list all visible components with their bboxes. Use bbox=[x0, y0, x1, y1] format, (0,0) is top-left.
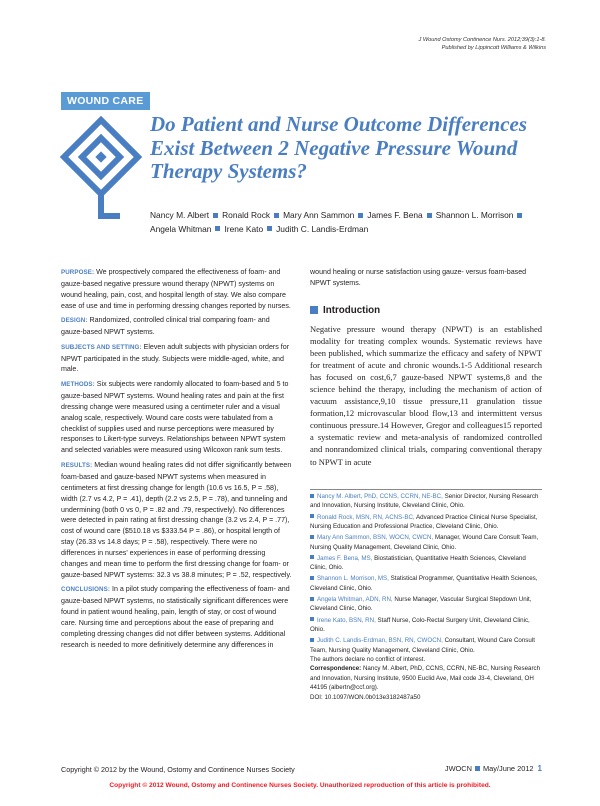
separator-square-icon bbox=[267, 226, 272, 231]
abstract-text: Eleven adult subjects with physician orders for NPWT participated in the study. Subjects were middle-aged, white, and male. bbox=[61, 342, 290, 374]
abstract-text: Median wound healing rates did not differ significantly between foam-based and gauze-based NPWT systems when measured in centimeters at first dressing change for length (10.6 vs 16.5, P = .58), width (2.7 vs 4.2, P = .41), depth (2.2 vs 2.5, P = .78), and tunneling and undermining (both 0 vs 0, P = .82 and .79, respectively). No differences were detected in pain rating at first dressing change (3.2 vs 2.4, P = .77), cost of wound care ($510.18 vs $333.54 P = .86), or hospital length of stay (26.33 vs 14.8 days; P = .58), respectively. There were no differences in nurses' experiences in ease of performing dressing changes and mean time to perform the first dressing change for foam- or gauze-based NPWT systems: 32.3 vs 38.8 minutes; P = .52, respectively. bbox=[61, 460, 292, 579]
abstract-text: We prospectively compared the effectiveness of foam- and gauze-based negative pressure wound therapy (NPWT) systems on wound healing, pain, cost, and hospital length of stay. We also compare ease of use and time in performing dressing changes reported by nurses. bbox=[61, 268, 291, 310]
affiliation-name: Mary Ann Sammon, BSN, WOCN, CWCN, bbox=[317, 534, 434, 542]
abstract-design bbox=[61, 315, 293, 338]
abstract-label: SUBJECTS AND SETTING: bbox=[61, 343, 142, 351]
separator-square-icon bbox=[427, 213, 432, 218]
author-name: Angela Whitman bbox=[150, 223, 212, 234]
affiliation-text: Staff Nurse, Colo-Rectal Surgery Unit, Cleveland Clinic, Ohio. bbox=[310, 616, 530, 634]
affiliation-name: Irene Kato, BSN, RN, bbox=[317, 616, 376, 624]
footer-journal-info bbox=[445, 764, 542, 773]
affiliation-item bbox=[310, 574, 542, 593]
footer-journal: JWOCN bbox=[444, 764, 472, 773]
abstract-continued: wound healing or nurse satisfaction using gauze- versus foam-based NPWT systems. bbox=[310, 268, 527, 287]
separator-square-icon bbox=[517, 213, 522, 218]
affiliation-text: Biostatistician, Quantitative Health Sciences, Cleveland Clinic, Ohio. bbox=[310, 554, 526, 572]
bullet-square-icon bbox=[310, 494, 314, 498]
abstract-conclusions bbox=[61, 584, 293, 650]
article-title: Do Patient and Nurse Outcome Differences Exist Between 2 Negative Pressure Wound Therapy Systems? bbox=[150, 112, 528, 183]
affiliation-name: Ronald Rock, MSN, RN, ACNS-BC, bbox=[317, 513, 415, 521]
abstract-label: METHODS: bbox=[61, 380, 95, 388]
abstract-results bbox=[61, 460, 293, 581]
correspondence bbox=[310, 664, 542, 692]
bullet-square-icon bbox=[310, 576, 314, 580]
abstract-label: RESULTS: bbox=[61, 461, 93, 469]
doi[interactable]: DOI: 10.1097/WON.0b013e3182487a50 bbox=[310, 693, 421, 701]
abstract-text: Randomized, controlled clinical trial comparing foam- and gauze-based NPWT systems. bbox=[61, 316, 270, 337]
affiliation-item bbox=[310, 616, 542, 635]
correspondence-text: Nancy M. Albert, PhD, CCNS, CCRN, NE-BC, Nursing Research and Innovation, Nursing Institute, 9500 Euclid Ave, Mail code J3-4, Cleveland, OH 44195 (albertn@ccf.org). bbox=[310, 665, 541, 692]
separator-square-icon bbox=[358, 213, 363, 218]
author-name: James F. Bena bbox=[367, 210, 423, 220]
citation-line-1: J Wound Ostomy Continence Nurs. 2012;39(3):1-8. bbox=[418, 37, 546, 43]
author-name: Irene Kato bbox=[224, 223, 264, 234]
section-heading-introduction bbox=[310, 305, 380, 317]
separator-square-icon bbox=[213, 213, 218, 218]
bullet-square-icon bbox=[310, 597, 314, 601]
bullet-square-icon bbox=[310, 555, 314, 559]
affiliation-name: Nancy M. Albert, PhD, CCNS, CCRN, NE-BC, bbox=[317, 493, 443, 500]
section-tag: WOUND CARE bbox=[61, 92, 150, 110]
affiliation-divider bbox=[310, 489, 542, 490]
author-name: Judith C. Landis-Erdman bbox=[276, 223, 369, 234]
abstract-subjects bbox=[61, 342, 293, 376]
abstract-label: CONCLUSIONS: bbox=[61, 586, 110, 594]
affiliation-item bbox=[310, 636, 542, 655]
bullet-square-icon bbox=[310, 638, 314, 642]
separator-square-icon bbox=[475, 766, 480, 771]
author-name: Nancy M. Albert bbox=[150, 210, 210, 220]
affiliation-item bbox=[310, 554, 542, 573]
bullet-square-icon bbox=[310, 617, 314, 621]
affiliation-name: Shannon L. Morrison, MS, bbox=[317, 575, 389, 583]
correspondence-label: Correspondence: bbox=[310, 665, 362, 673]
abstract-text: Six subjects were randomly allocated to foam-based and 5 to gauze-based NPWT systems. Wound healing rates and pain at the first dressing change were measured using a centimeter ruler and a visual analog scale, respectively. Wound care costs were tabulated from a checklist of supplies used and nurse perceptions were measured by responses to Likert-type surveys. Relationships between NPWT system and selected variables were measured using Wilcoxon rank sum tests. bbox=[61, 379, 289, 455]
affiliation-item bbox=[310, 492, 542, 511]
journal-citation bbox=[316, 37, 546, 52]
author-name: Mary Ann Sammon bbox=[283, 210, 355, 220]
affiliation-text: Statistical Programmer, Quantitative Health Sciences, Cleveland Clinic, Ohio. bbox=[310, 575, 538, 592]
abstract-purpose bbox=[61, 267, 293, 312]
abstract-label: DESIGN: bbox=[61, 317, 88, 325]
heading-text: Introduction bbox=[323, 305, 381, 316]
copyright-warning: Copyright © 2012 Wound, Ostomy and Continence Nurses Society. Unauthorized reproduction of this article is prohibited. bbox=[109, 782, 491, 789]
author-list bbox=[150, 209, 560, 236]
footer-copyright: Copyright © 2012 by the Wound, Ostomy and Continence Nurses Society bbox=[61, 765, 295, 774]
bullet-square-icon bbox=[310, 535, 314, 539]
journal-logo-icon bbox=[60, 116, 142, 220]
affiliation-text: Consultant, Wound Care Consult Team, Nursing Quality Management, Cleveland Clinic, Ohio. bbox=[310, 637, 535, 654]
bullet-square-icon bbox=[310, 514, 314, 518]
author-name: Shannon L. Morrison bbox=[435, 210, 514, 220]
author-name: Ronald Rock bbox=[222, 210, 271, 220]
separator-square-icon bbox=[215, 226, 220, 231]
affiliation-text: Advanced Practice Clinical Nurse Specialist, Nursing Education and Professional Practice, Cleveland Clinic, Ohio. bbox=[310, 513, 538, 531]
affiliation-name: James F. Bena, MS, bbox=[317, 554, 373, 562]
affiliation-text: Nurse Manager, Vascular Surgical Stepdown Unit, Cleveland Clinic, Ohio. bbox=[310, 596, 532, 613]
abstract-text: In a pilot study comparing the effectiveness of foam- and gauze-based NPWT systems, no statistically significant differences were found in patient wound healing, pain, length of stay, or cost of wound care. Nursing time and perceptions about the ease of preparing and completing dressing changes did not differ between systems. Additional research is needed to more definitively determine any differences in bbox=[61, 585, 290, 649]
abstract bbox=[61, 267, 293, 654]
separator-square-icon bbox=[274, 213, 279, 218]
affiliation-text: Manager, Wound Care Consult Team, Nursing Quality Management, Cleveland Clinic, Ohio. bbox=[310, 534, 539, 551]
footer-issue: May/June 2012 bbox=[483, 764, 534, 773]
citation-line-2: Published by Lippincott Williams & Wilkins bbox=[441, 44, 546, 51]
affiliation-item bbox=[310, 533, 542, 552]
affiliation-item bbox=[310, 513, 542, 532]
conflict-statement: The authors declare no conflict of interest. bbox=[310, 656, 426, 664]
affiliation-name: Angela Whitman, ADN, RN, bbox=[317, 596, 393, 604]
affiliation-item bbox=[310, 595, 542, 614]
affiliation-text: Senior Director, Nursing Research and Innovation, Nursing Institute, Cleveland Clinic, Ohio. bbox=[310, 493, 539, 510]
abstract-methods bbox=[61, 379, 293, 456]
affiliation-name: Judith C. Landis-Erdman, BSN, RN, CWOCN, bbox=[317, 637, 443, 645]
heading-square-icon bbox=[310, 306, 318, 314]
page-number: 1 bbox=[537, 764, 542, 773]
introduction-text: Negative pressure wound therapy (NPWT) is an established modality for treating complex wounds. Systematic reviews have been published, which summarize the efficacy and safety of NPWT for treatment of acute and chronic wounds.1-5 Additional research has focused on cost,6,7 gauze-based NPWT systems,8 and the science behind the therapy, including the mechanism of action of vacuum assistance,9,10 tissue pressure,11 granulation tissue formation,12 microvascular blood flow,13 and intermittent versus continuous pressure.14 However, Gregor and colleagues15 reported a systematic review and meta-analysis of randomized controlled and nonrandomized clinical trials, comparing conventional therapy to NPWT in acute bbox=[310, 324, 542, 467]
affiliations bbox=[310, 492, 542, 702]
abstract-label: PURPOSE: bbox=[61, 269, 95, 276]
